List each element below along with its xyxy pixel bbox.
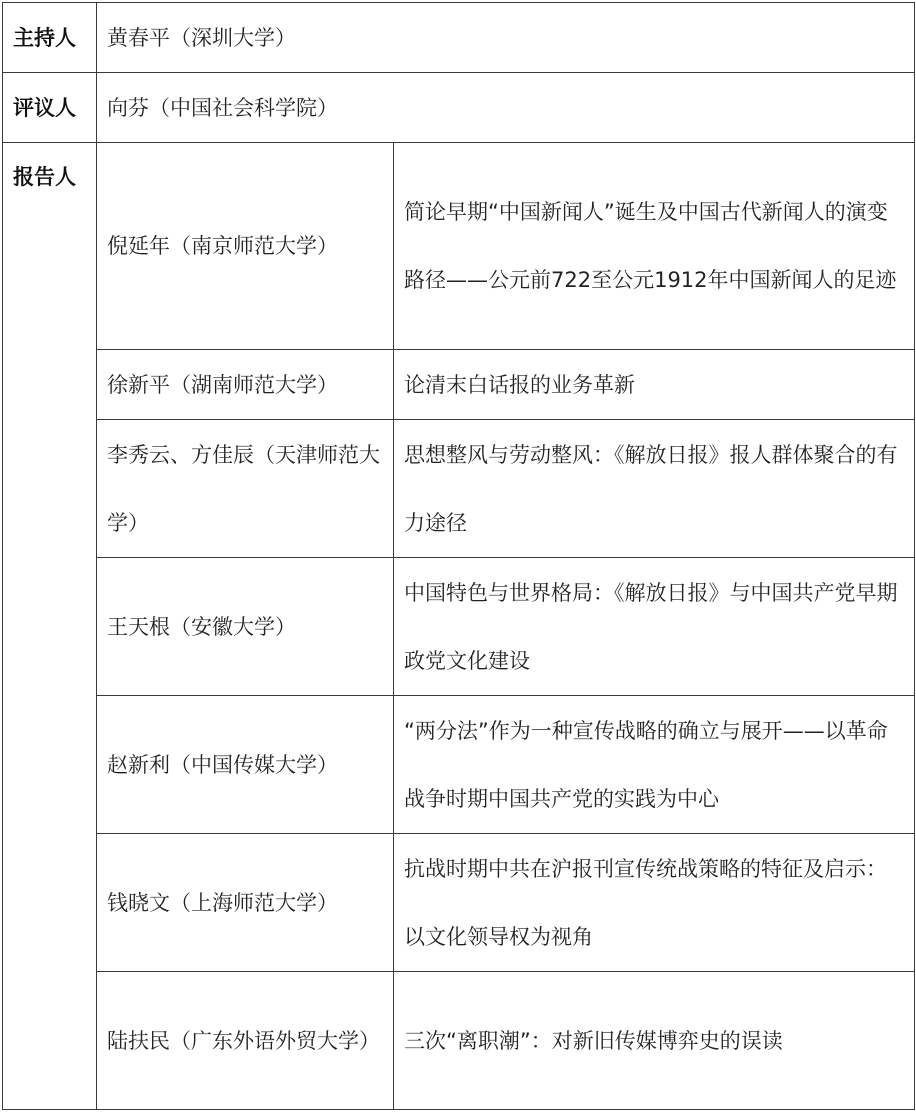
presenter-row xyxy=(3,558,915,696)
host-name: 黄春平（深圳大学） xyxy=(97,3,915,73)
presenter-name: 王天根（安徽大学） xyxy=(97,558,394,696)
presenter-row xyxy=(3,696,915,834)
presentation-title: 中国特色与世界格局：《解放日报》与中国共产党早期政党文化建设 xyxy=(394,558,915,696)
presenters-label: 报告人 xyxy=(3,143,97,1110)
presenter-name: 倪延年（南京师范大学） xyxy=(97,143,394,350)
presentation-title: 三次“离职潮”：对新旧传媒博弈史的误读 xyxy=(394,972,915,1110)
presenter-name: 李秀云、方佳辰（天津师范大学） xyxy=(97,420,394,558)
presentation-title: “两分法”作为一种宣传战略的确立与展开——以革命战争时期中国共产党的实践为中心 xyxy=(394,696,915,834)
presenter-name: 徐新平（湖南师范大学） xyxy=(97,350,394,420)
presentation-title: 抗战时期中共在沪报刊宣传统战策略的特征及启示：以文化领导权为视角 xyxy=(394,834,915,972)
presenter-row xyxy=(3,350,915,420)
presenter-name: 钱晓文（上海师范大学） xyxy=(97,834,394,972)
host-label: 主持人 xyxy=(3,3,97,73)
session-program-table xyxy=(2,2,915,1110)
reviewer-label: 评议人 xyxy=(3,73,97,143)
presentation-title: 思想整风与劳动整风：《解放日报》报人群体聚合的有力途径 xyxy=(394,420,915,558)
presentation-title: 简论早期“中国新闻人”诞生及中国古代新闻人的演变路径——公元前722至公元1912年中国新闻人的足迹 xyxy=(394,143,915,350)
presenter-name: 陆扶民（广东外语外贸大学） xyxy=(97,972,394,1110)
presenter-name: 赵新利（中国传媒大学） xyxy=(97,696,394,834)
reviewer-name: 向芬（中国社会科学院） xyxy=(97,73,915,143)
host-row xyxy=(3,3,915,73)
presenter-row xyxy=(3,420,915,558)
presenter-row xyxy=(3,143,915,350)
reviewer-row xyxy=(3,73,915,143)
presentation-title: 论清末白话报的业务革新 xyxy=(394,350,915,420)
presenter-row xyxy=(3,972,915,1110)
presenter-row xyxy=(3,834,915,972)
